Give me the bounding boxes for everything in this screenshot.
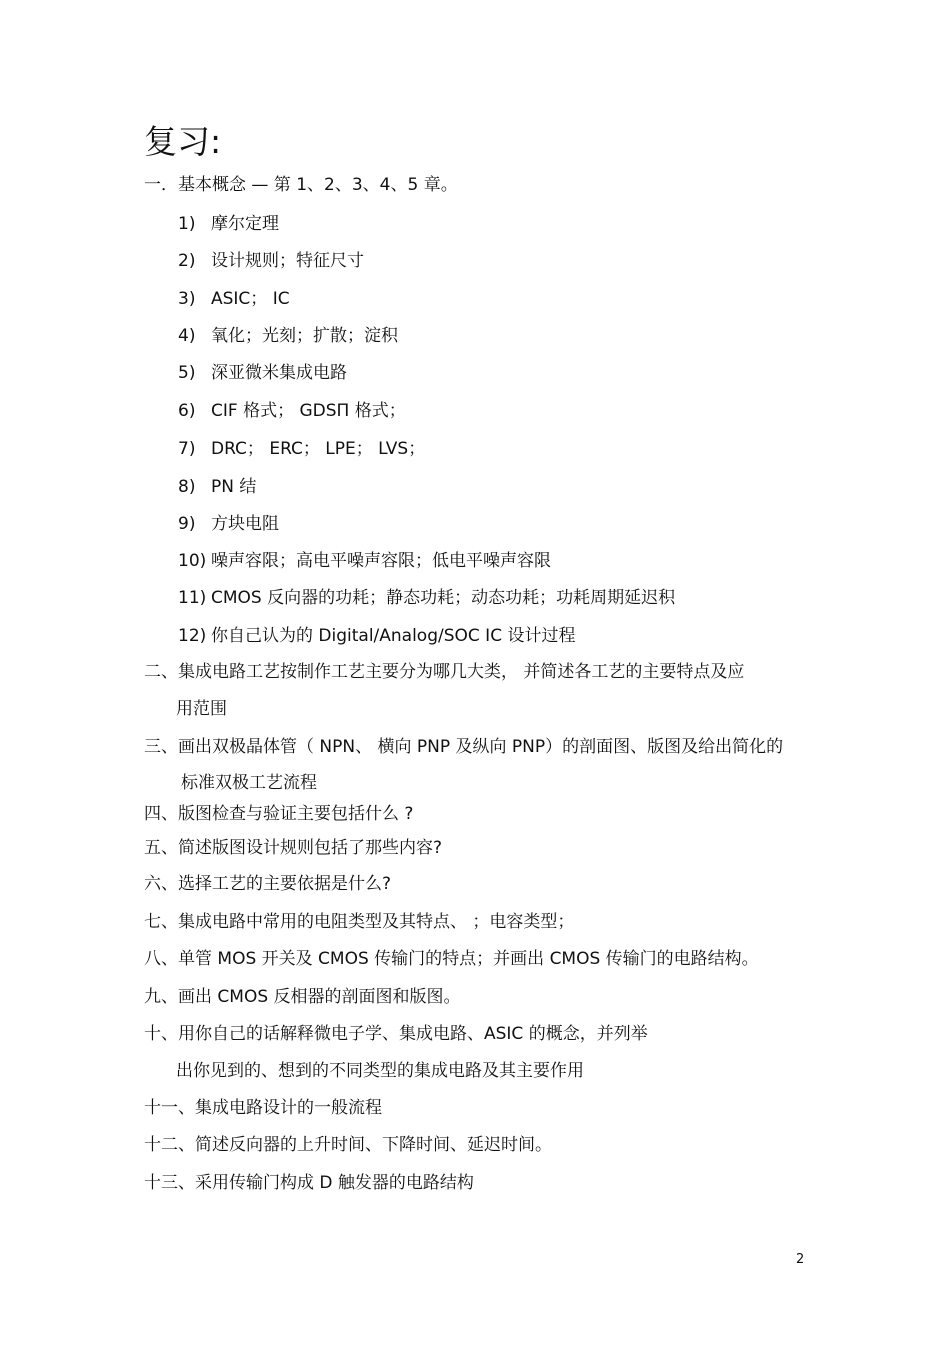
concept-text: ASIC； IC [211, 289, 290, 309]
question-line: 十三、采用传输门构成 D 触发器的电路结构 [144, 1173, 474, 1193]
concept-text: DRC； ERC； LPE； LVS； [211, 439, 426, 459]
concept-text: 噪声容限；高电平噪声容限；低电平噪声容限 [211, 551, 551, 571]
page-title: 复习: [144, 122, 222, 161]
question-line: 十二、简述反向器的上升时间、下降时间、延迟时间。 [144, 1135, 552, 1155]
question-line: 六、选择工艺的主要依据是什么? [144, 874, 392, 894]
concept-number: 1) [178, 214, 196, 234]
question-line: 五、简述版图设计规则包括了那些内容? [144, 838, 443, 858]
concept-number: 6) [178, 401, 196, 421]
question-line: 四、版图检查与验证主要包括什么 ? [144, 804, 414, 824]
concept-text: 设计规则；特征尺寸 [211, 251, 364, 271]
concept-item [178, 250, 364, 272]
concept-number: 7) [178, 439, 196, 459]
page-number: 2 [796, 1252, 805, 1267]
concept-text: 方块电阻 [211, 514, 279, 534]
concept-item [178, 400, 406, 422]
concept-text: 氧化；光刻；扩散；淀积 [211, 326, 398, 346]
concept-item [178, 213, 279, 235]
concept-text: CIF 格式； GDSΠ 格式； [211, 401, 406, 421]
concept-text: 你自己认为的 Digital/Analog/SOC IC 设计过程 [211, 626, 576, 646]
concept-item [178, 550, 551, 572]
concept-number: 3) [178, 289, 196, 309]
concept-item [178, 513, 279, 535]
question-continuation: 标准双极工艺流程 [181, 773, 317, 793]
question-line: 七、集成电路中常用的电阻类型及其特点、 ；电容类型； [144, 912, 575, 932]
question-line: 十、用你自己的话解释微电子学、集成电路、ASIC 的概念，并列举 [144, 1024, 648, 1044]
concept-number: 4) [178, 326, 196, 346]
concept-text: 摩尔定理 [211, 214, 279, 234]
concept-number: 12) [178, 626, 207, 646]
concept-item [178, 325, 398, 347]
concept-number: 11) [178, 588, 207, 608]
concept-text: CMOS 反向器的功耗；静态功耗；动态功耗；功耗周期延迟积 [211, 588, 676, 608]
concept-item [178, 476, 256, 498]
concept-item [178, 438, 425, 460]
concept-item [178, 625, 575, 647]
concept-number: 8) [178, 477, 196, 497]
concept-text: 深亚微米集成电路 [211, 363, 347, 383]
concept-item [178, 587, 675, 609]
section-heading-basic-concepts: 一．基本概念 — 第 1、2、3、4、5 章。 [144, 175, 458, 195]
concept-item [178, 288, 290, 310]
question-line: 八、单管 MOS 开关及 CMOS 传输门的特点；并画出 CMOS 传输门的电路结构。 [144, 949, 759, 969]
question-line: 十一、集成电路设计的一般流程 [144, 1098, 382, 1118]
concept-text: PN 结 [211, 477, 257, 497]
concept-number: 9) [178, 514, 196, 534]
question-line: 九、画出 CMOS 反相器的剖面图和版图。 [144, 987, 461, 1007]
question-continuation: 出你见到的、想到的不同类型的集成电路及其主要作用 [176, 1061, 584, 1081]
question-line: 三、画出双极晶体管（ NPN、 横向 PNP 及纵向 PNP）的剖面图、版图及给出简化的 [144, 737, 784, 757]
concept-number: 5) [178, 363, 196, 383]
question-line: 二、集成电路工艺按制作工艺主要分为哪几大类， 并简述各工艺的主要特点及应 [144, 662, 745, 682]
question-continuation: 用范围 [176, 699, 227, 719]
concept-number: 2) [178, 251, 196, 271]
concept-item [178, 362, 347, 384]
concept-number: 10) [178, 551, 207, 571]
